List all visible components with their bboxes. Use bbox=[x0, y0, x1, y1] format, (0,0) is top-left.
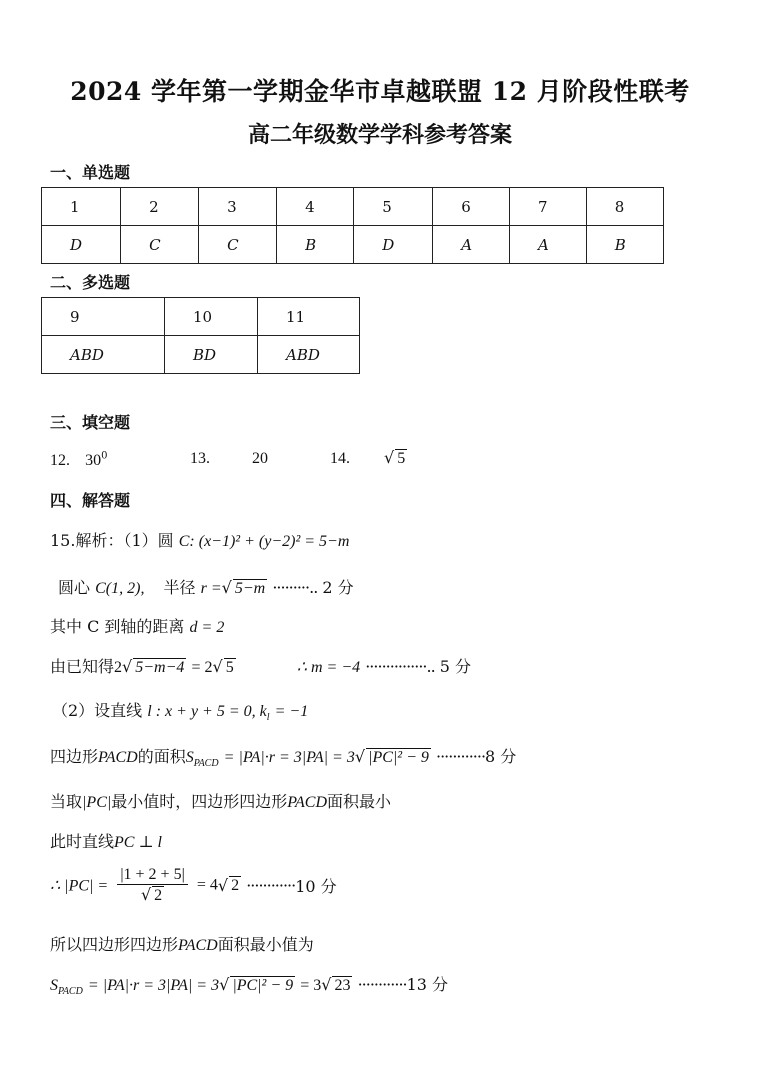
solution-line-10 bbox=[50, 932, 314, 955]
fraction-denominator bbox=[117, 885, 187, 905]
solution-line-3 bbox=[50, 614, 224, 637]
q13-value: 20 bbox=[252, 450, 268, 467]
radicand: |PC|² − 9 bbox=[368, 749, 429, 766]
table-cell: C bbox=[199, 226, 277, 264]
solution-line-2 bbox=[58, 575, 354, 598]
math: ∴ |PC| = bbox=[50, 877, 109, 895]
sqrt-symbol-icon: √ bbox=[140, 885, 152, 904]
math-sub: PACD bbox=[193, 758, 219, 770]
table-cell: 6 bbox=[433, 188, 510, 226]
section-heading-multi-choice: 二、多选题 bbox=[50, 273, 131, 292]
radicand: 5 bbox=[225, 659, 234, 676]
q14-label: 14. bbox=[330, 450, 350, 467]
sqrt-symbol-icon: √ bbox=[122, 657, 133, 676]
table-cell: 11 bbox=[258, 298, 360, 336]
math: l : x + y + 5 = 0, k bbox=[147, 703, 267, 720]
table-row bbox=[42, 298, 360, 336]
circle-equation: C: (x−1)² + (y−2)² = 5−m bbox=[178, 533, 350, 550]
table-cell: 9 bbox=[42, 298, 165, 336]
score: 5 分 bbox=[439, 657, 472, 676]
sqrt-symbol-icon: √ bbox=[219, 975, 230, 994]
math: S bbox=[50, 977, 58, 994]
center-coord: C(1, 2), bbox=[95, 580, 145, 597]
table-cell: ABD bbox=[258, 336, 360, 374]
table-cell: 4 bbox=[277, 188, 354, 226]
table-cell: BD bbox=[165, 336, 258, 374]
solution-line-8 bbox=[50, 829, 162, 852]
math: |PC| bbox=[82, 794, 112, 811]
sqrt-symbol-icon: √ bbox=[321, 975, 332, 994]
math: = −1 bbox=[274, 703, 309, 720]
table-row bbox=[42, 188, 664, 226]
section-heading-fill-blank: 三、填空题 bbox=[50, 413, 131, 432]
dots: ···············.. bbox=[365, 657, 435, 676]
text: 面积最小值为 bbox=[217, 935, 314, 954]
radicand: 5−m−4 bbox=[135, 659, 185, 676]
table-cell: 5 bbox=[354, 188, 433, 226]
q13-label: 13. bbox=[190, 450, 210, 467]
page-title: 2024 学年第一学期金华市卓越联盟 12 月阶段性联考 bbox=[70, 77, 690, 106]
math: PACD bbox=[98, 749, 138, 766]
table-cell: 2 bbox=[121, 188, 199, 226]
math: = 3 bbox=[300, 977, 322, 994]
table-cell: 7 bbox=[510, 188, 587, 226]
math: = |PA|·r = 3|PA| = 3 bbox=[223, 749, 355, 766]
radicand: 5−m bbox=[234, 580, 266, 597]
fraction-numerator: |1 + 2 + 5| bbox=[117, 866, 187, 885]
math: PACD bbox=[287, 794, 327, 811]
table-cell: D bbox=[42, 226, 121, 264]
math: S bbox=[185, 749, 194, 766]
table-cell: 1 bbox=[42, 188, 121, 226]
q12-label: 12. bbox=[50, 452, 70, 469]
solution-prefix: 15.解析：（1）圆 bbox=[50, 531, 174, 550]
score: 8 分 bbox=[485, 747, 517, 766]
sqrt-symbol-icon: √ bbox=[384, 448, 395, 467]
math: = |PA|·r = 3|PA| = 3 bbox=[87, 977, 220, 994]
solution-line-4 bbox=[50, 654, 471, 677]
text: 的面积 bbox=[137, 747, 186, 766]
sqrt-symbol-icon: √ bbox=[221, 578, 232, 597]
solution-line-7 bbox=[50, 789, 391, 812]
math: = 2 bbox=[191, 659, 213, 676]
text: 此时直线 bbox=[50, 832, 115, 851]
math: PC ⊥ l bbox=[114, 834, 162, 851]
dots: ·········.. bbox=[272, 578, 318, 597]
dots: ············ bbox=[246, 876, 296, 895]
table-cell: 8 bbox=[586, 188, 663, 226]
solution-line-9 bbox=[50, 866, 337, 905]
text: 四边形 bbox=[50, 747, 99, 766]
section-heading-single-choice: 一、单选题 bbox=[50, 163, 131, 182]
math: r = bbox=[200, 580, 222, 597]
math: = 4 bbox=[196, 876, 218, 894]
answer-12 bbox=[50, 450, 107, 470]
score: 10 分 bbox=[295, 877, 337, 896]
table-cell: C bbox=[121, 226, 199, 264]
math-sub: l bbox=[266, 712, 270, 724]
radicand: |PC|² − 9 bbox=[232, 977, 294, 994]
math-sub: PACD bbox=[58, 986, 83, 998]
table-row bbox=[42, 336, 360, 374]
table-cell: B bbox=[277, 226, 354, 264]
text: 当取 bbox=[50, 792, 83, 811]
multi-choice-table bbox=[41, 297, 360, 374]
radicand: 2 bbox=[154, 887, 163, 904]
fraction bbox=[117, 866, 187, 905]
math: d = 2 bbox=[189, 619, 225, 636]
solution-line-5 bbox=[52, 698, 308, 723]
score: 13 分 bbox=[406, 975, 449, 994]
text: （2）设直线 bbox=[52, 701, 143, 720]
sqrt-symbol-icon: √ bbox=[217, 876, 229, 895]
sqrt-symbol-icon: √ bbox=[354, 747, 366, 766]
q14-value bbox=[384, 448, 407, 468]
text: 其中 C 到轴的距离 bbox=[50, 617, 185, 636]
q14-radicand: 5 bbox=[397, 450, 406, 467]
table-cell: 3 bbox=[199, 188, 277, 226]
math: PACD bbox=[178, 937, 218, 954]
text: 所以四边形四边形 bbox=[50, 935, 179, 954]
dots: ············ bbox=[357, 975, 407, 994]
table-cell: D bbox=[354, 226, 433, 264]
radicand: 2 bbox=[231, 877, 240, 895]
table-cell: A bbox=[510, 226, 587, 264]
solution-line-6 bbox=[50, 744, 516, 769]
table-cell: B bbox=[586, 226, 663, 264]
radicand: 23 bbox=[334, 977, 351, 994]
page-subtitle: 高二年级数学学科参考答案 bbox=[247, 122, 512, 148]
text: 面积最小 bbox=[327, 792, 392, 811]
math: ∴ m = −4 bbox=[296, 659, 361, 676]
text: 最小值时，四边形四边形 bbox=[111, 792, 288, 811]
table-row bbox=[42, 226, 664, 264]
table-cell: ABD bbox=[42, 336, 165, 374]
text: 由已知得 bbox=[50, 657, 115, 676]
score: 2 分 bbox=[322, 578, 354, 597]
solution-line-11 bbox=[50, 972, 448, 997]
single-choice-table bbox=[41, 187, 664, 264]
text: 半径 bbox=[163, 578, 196, 597]
q12-value: 30 bbox=[85, 452, 102, 469]
math: 2 bbox=[114, 659, 123, 676]
table-cell: 10 bbox=[165, 298, 258, 336]
q12-degree: 0 bbox=[101, 450, 108, 462]
dots: ············ bbox=[436, 747, 486, 766]
sqrt-symbol-icon: √ bbox=[212, 657, 223, 676]
solution-line-1 bbox=[50, 528, 349, 551]
text: 圆心 bbox=[58, 578, 91, 597]
section-heading-solution: 四、解答题 bbox=[50, 491, 131, 510]
table-cell: A bbox=[433, 226, 510, 264]
